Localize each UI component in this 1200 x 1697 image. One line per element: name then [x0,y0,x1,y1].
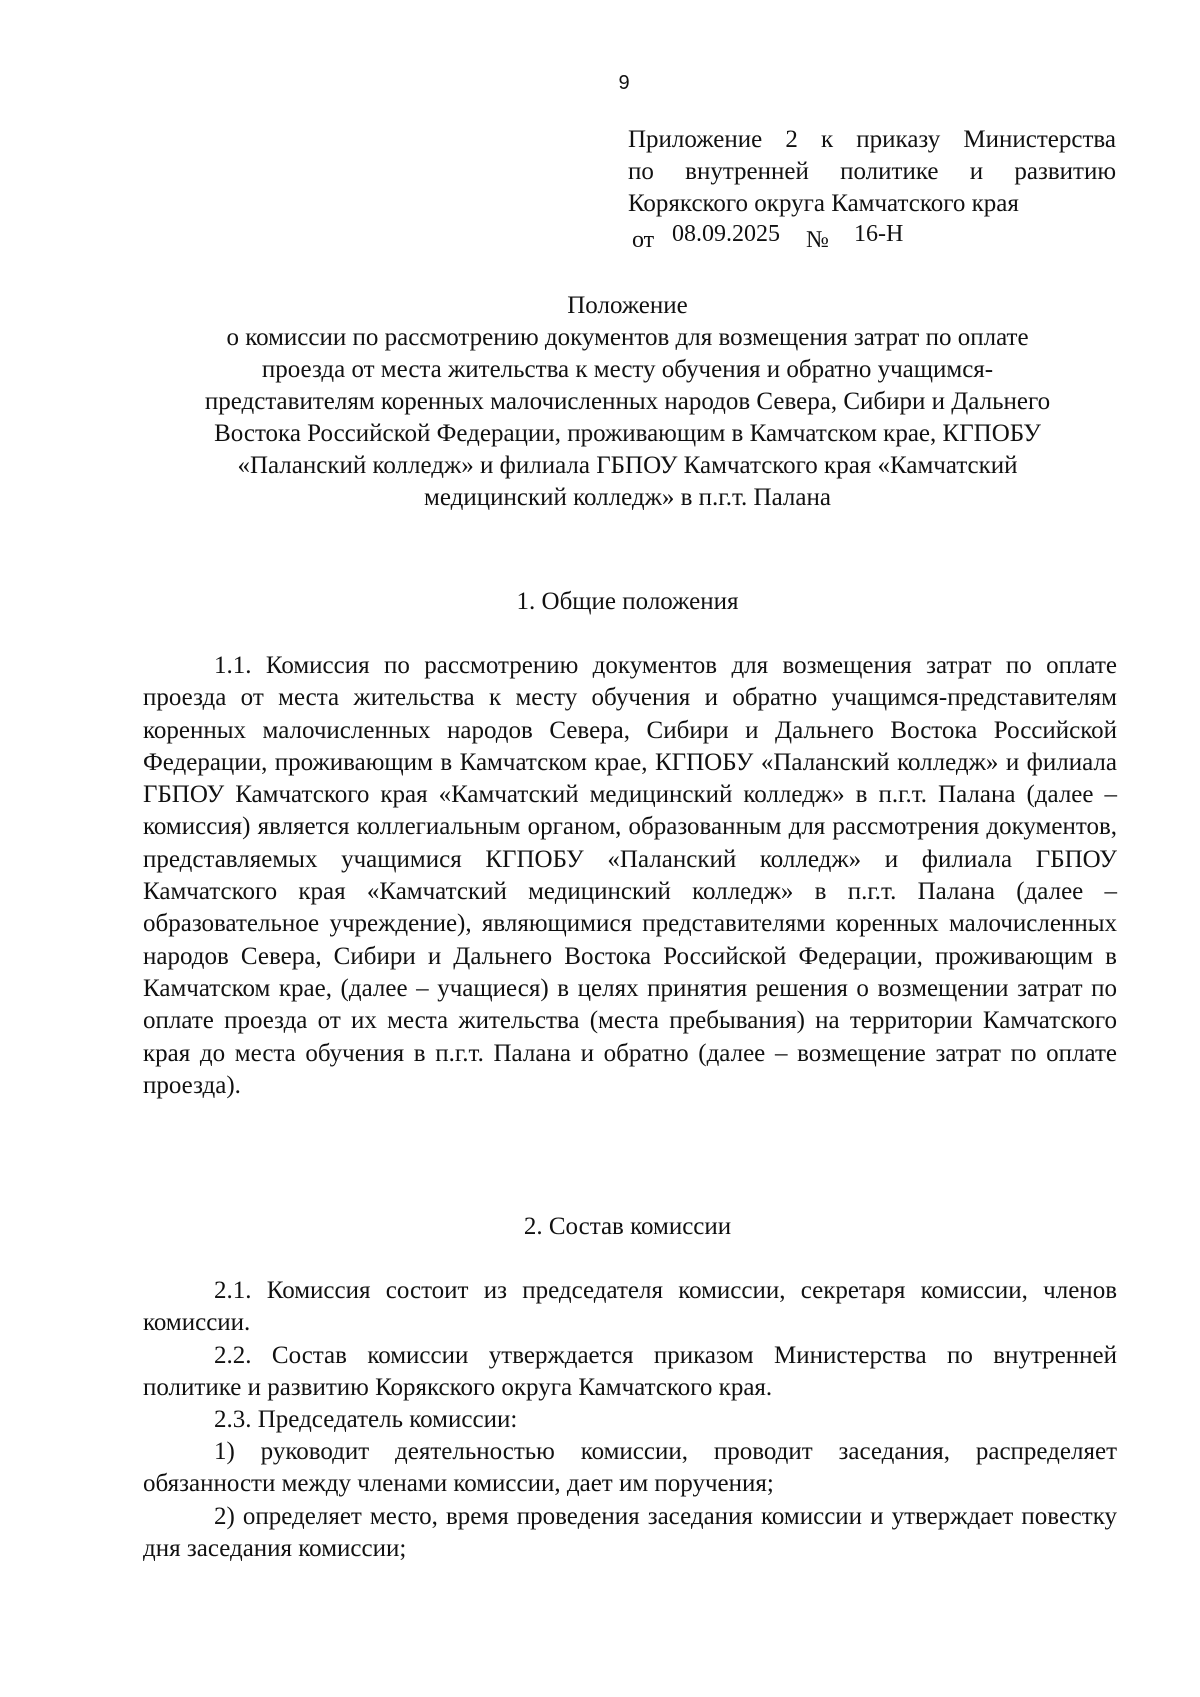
list-item-2: 2) определяет место, время проведения заседания комиссии и утверждает повестку дня заседания комиссии; [143,1503,1117,1563]
section-1-heading: 1. Общие положения [516,588,739,615]
order-date: 08.09.2025 [672,221,780,247]
title-line: проезда от места жительства к месту обучения и обратно учащимся- [261,356,994,383]
number-prefix: № [806,227,829,253]
title-line: медицинский колледж» в п.г.т. Палана [424,484,831,511]
document-title [140,290,1115,514]
title-heading: Положение [567,292,688,319]
title-line: представителям коренных малочисленных народов Севера, Сибири и Дальнего [204,388,1051,415]
list-item-1: 1) руководит деятельностью комиссии, проводит заседания, распределяет обязанности между членами комиссии, дает им поручения; [143,1438,1117,1498]
appendix-line-3: Корякского округа Камчатского края [628,190,1019,217]
paragraph-2-1: 2.1. Комиссия состоит из председателя комиссии, секретаря комиссии, членов комиссии. [143,1277,1117,1337]
appendix-header [628,124,1116,220]
order-date-number [632,221,992,255]
order-number: 16-Н [854,221,904,247]
paragraph-2-3: 2.3. Председатель комиссии: [214,1406,518,1433]
appendix-line-1: Приложение 2 к приказу Министерства [628,126,1116,153]
title-line: о комиссии по рассмотрению документов для возмещения затрат по оплате [226,324,1029,351]
appendix-line-2: по внутренней политике и развитию [628,158,1116,185]
page-number: 9 [618,72,630,94]
paragraph-2-2: 2.2. Состав комиссии утверждается приказом Министерства по внутренней политике и развитию Корякского округа Камчатского края. [143,1342,1117,1402]
paragraph-1-1: 1.1. Комиссия по рассмотрению документов для возмещения затрат по оплате проезда от места жительства к месту обучения и обратно учащимся-представителям коренных малочисленных народов Севера, Сибири и Дальнего Востока Российской Федерации, проживающим в Камчатском крае, КГПОБУ «Паланский колледж» и филиала ГБПОУ Камчатского края «Камчатский медицинский колледж» в п.г.т. Палана (далее – комиссия) является коллегиальным органом, образованным для рассмотрения документов, представляемых учащимися КГПОБУ «Паланский колледж» и филиала ГБПОУ Камчатского края «Камчатский медицинский колледж» в п.г.т. Палана (далее – образовательное учреждение), являющимися представителями коренных малочисленных народов Севера, Сибири и Дальнего Востока Российской Федерации, проживающим в Камчатском крае, (далее – учащиеся) в целях принятия решения о возмещении затрат по оплате проезда от их места жительства (места пребывания) на территории Камчатского края до места обучения в п.г.т. Палана и обратно (далее – возмещение затрат по оплате проезда). [143,652,1117,1099]
date-prefix: от [632,227,655,253]
title-line: Востока Российской Федерации, проживающим в Камчатском крае, КГПОБУ [214,420,1041,447]
title-line: «Паланский колледж» и филиала ГБПОУ Камчатского края «Камчатский [237,452,1018,479]
section-2-heading: 2. Состав комиссии [523,1213,732,1240]
